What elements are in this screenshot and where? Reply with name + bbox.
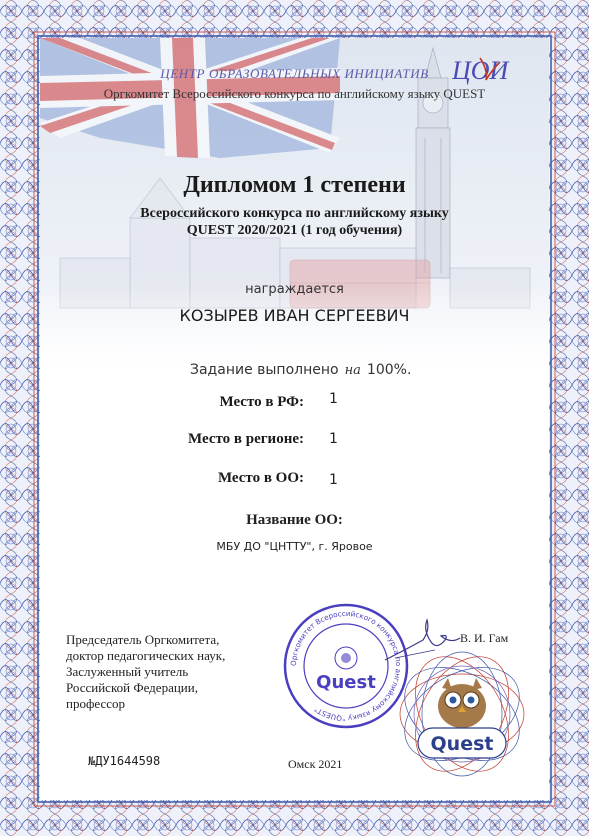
task-label: Задание выполнено xyxy=(190,362,339,378)
task-result xyxy=(190,362,411,378)
committee-name: Оргкомитет Всероссийского конкурса по английскому языку QUEST xyxy=(103,86,486,101)
diploma-number: №ДУ1644598 xyxy=(88,754,161,768)
city-year: Омск 2021 xyxy=(288,757,343,771)
diploma-subtitle xyxy=(80,205,509,239)
stamp-logo-text: Quest xyxy=(316,672,376,693)
chairman-credentials xyxy=(66,632,225,712)
place-rf-label: Место в РФ: xyxy=(219,394,304,410)
place-rf-value: 1 xyxy=(329,391,338,407)
organization-name: ЦЕНТР ОБРАЗОВАТЕЛЬНЫХ ИНИЦИАТИВ xyxy=(160,66,429,81)
place-region-label: Место в регионе: xyxy=(188,431,304,447)
chair-line-4: Российской Федерации, xyxy=(66,680,198,695)
quest-emblem-text: Quest xyxy=(430,733,494,755)
place-region-value: 1 xyxy=(329,431,338,447)
subtitle-line-1: Всероссийского конкурса по английскому языку xyxy=(140,206,449,221)
oo-title: Название ОО: xyxy=(246,512,343,528)
owl-mascot-icon xyxy=(438,678,486,728)
task-prep: на xyxy=(344,363,361,378)
awarded-label: награждается xyxy=(245,282,344,297)
diploma-title: Дипломом 1 степени xyxy=(183,172,406,198)
place-oo-value: 1 xyxy=(329,472,338,488)
chair-line-3: Заслуженный учитель xyxy=(66,664,189,679)
chair-line-1: Председатель Оргкомитета, xyxy=(66,632,220,647)
coi-logo-text: ЦОИ xyxy=(452,56,509,85)
subtitle-line-2: QUEST 2020/2021 (1 год обучения) xyxy=(186,223,403,238)
task-value: 100%. xyxy=(366,362,412,378)
oo-name: МБУ ДО "ЦНТТУ", г. Яровое xyxy=(216,540,373,553)
svg-text:Оргкомитет Всероссийского конк: Оргкомитет Всероссийского конкурса по английскому языку "QUEST" xyxy=(288,608,404,724)
signer-name: В. И. Гам xyxy=(460,631,509,645)
place-oo-label: Место в ОО: xyxy=(217,470,304,486)
recipient-name: КОЗЫРЕВ ИВАН СЕРГЕЕВИЧ xyxy=(179,306,410,325)
chair-line-2: доктор педагогических наук, xyxy=(66,648,226,663)
diploma-body xyxy=(40,38,549,800)
chair-line-5: профессор xyxy=(66,696,126,711)
quest-emblem xyxy=(392,636,532,786)
coi-logo xyxy=(452,52,532,86)
